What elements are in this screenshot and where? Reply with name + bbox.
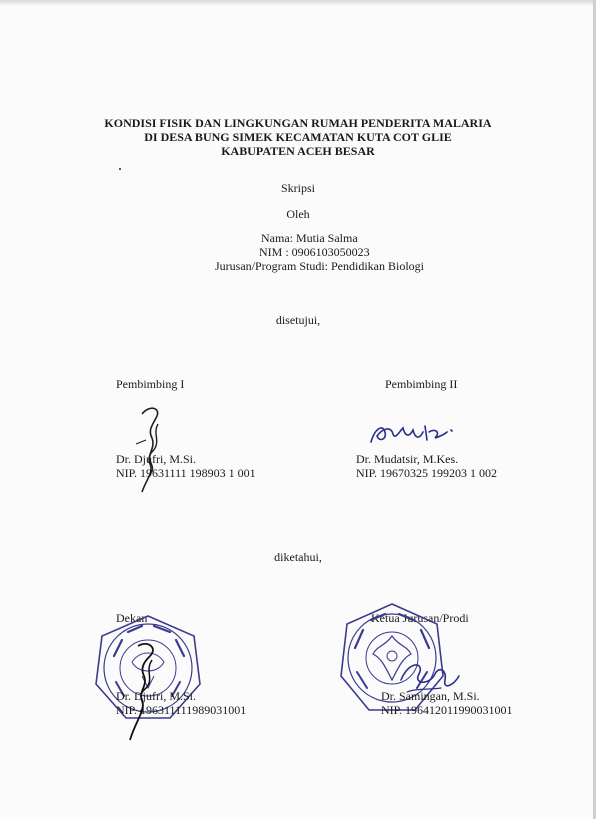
supervisor2-nip: NIP. 19670325 199203 1 002 xyxy=(356,466,498,480)
dean-name: Dr. Djufri, M.Si. xyxy=(116,689,197,703)
dean-nip: NIP. 196311111989031001 xyxy=(116,703,247,717)
head-nip: NIP. 196412011990031001 xyxy=(381,703,513,717)
dean-role: Dekan xyxy=(116,611,148,625)
thesis-title-line-3: KABUPATEN ACEH BESAR xyxy=(221,144,375,158)
head-name: Dr. Samingan, M.Si. xyxy=(381,689,480,703)
thesis-title-line-1: KONDISI FISIK DAN LINGKUNGAN RUMAH PENDERITA MALARIA xyxy=(104,116,492,130)
supervisor1-role: Pembimbing I xyxy=(116,377,185,391)
author-name: Nama: Mutia Salma xyxy=(261,231,358,245)
supervisor2-name: Dr. Mudatsir, M.Kes. xyxy=(356,452,459,466)
supervisor1-name: Dr. Djufri, M.Si. xyxy=(116,452,197,466)
by-label: Oleh xyxy=(286,207,310,221)
document-type: Skripsi xyxy=(280,181,315,195)
author-program: Jurusan/Program Studi: Pendidikan Biologi xyxy=(215,259,424,273)
supervisor2-role: Pembimbing II xyxy=(385,377,458,391)
approved-label: disetujui, xyxy=(275,313,321,327)
author-nim: NIM : 0906103050023 xyxy=(259,245,370,259)
scan-speck xyxy=(119,168,121,170)
supervisor1-nip: NIP. 19631111 198903 1 001 xyxy=(116,466,256,480)
thesis-title-line-2: DI DESA BUNG SIMEK KECAMATAN KUTA COT GLIE xyxy=(144,130,452,144)
supervisor2-signature xyxy=(365,418,455,448)
head-role: Ketua Jurusan/Prodi xyxy=(371,611,469,625)
supervisor1-signature xyxy=(128,400,176,500)
acknowledged-label: diketahui, xyxy=(274,550,322,564)
scan-edge-top xyxy=(0,0,596,6)
